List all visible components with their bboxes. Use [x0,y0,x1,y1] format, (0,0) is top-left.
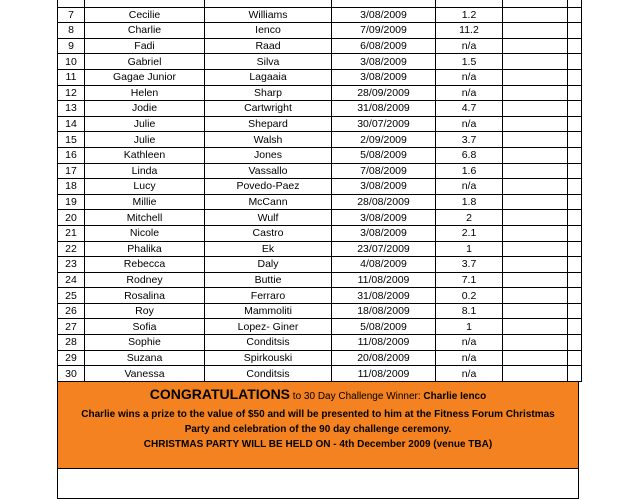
table-row [58,210,582,226]
cell-empty [568,101,582,117]
cell-empty [568,0,582,7]
cell-num: 16 [58,147,85,163]
cell-date: 11/08/2009 [332,335,436,351]
table-row [58,272,582,288]
cell-last-name: Silva [205,54,332,70]
cell-num: 23 [58,257,85,273]
table-row [58,350,582,366]
cell-empty [503,163,568,179]
banner-line-2: Charlie wins a prize to the value of $50 and will be presented to him at the Fitness Forum Christmas [81,408,555,420]
table-row [58,163,582,179]
table-row [58,23,582,39]
banner-line-3: Party and celebration of the 90 day challenge ceremony. [184,423,452,435]
cell-first-name: Helen [85,85,205,101]
winner-banner [57,382,579,469]
cell-value: n/a [436,350,503,366]
cell-empty [568,319,582,335]
cell-empty [568,85,582,101]
cell-empty [568,163,582,179]
cell-empty [568,69,582,85]
cell-num: 11 [58,69,85,85]
cell-date: 28/09/2009 [332,85,436,101]
cell-first-name: Millie [85,194,205,210]
cell-num: 20 [58,210,85,226]
cell-last-name: Sharp [205,85,332,101]
cell-empty [503,366,568,382]
table-row [58,194,582,210]
banner-winner: Charlie Ienco [423,390,487,402]
cell-first-name: Rosalina [85,288,205,304]
cell-num: 8 [58,23,85,39]
cell-first-name: Rodney [85,272,205,288]
table-row [58,7,582,23]
cell-value: 4.7 [436,101,503,117]
cell-value: n/a [436,366,503,382]
cell-num: 30 [58,366,85,382]
cell-date: 4/08/2009 [332,257,436,273]
cell-empty [503,0,568,7]
cell-empty [503,38,568,54]
cell-empty [568,38,582,54]
cell-date: 23/07/2009 [332,241,436,257]
cell-first-name: Sofia [85,319,205,335]
cell-empty [568,132,582,148]
table-row [58,179,582,195]
cell-value: n/a [436,179,503,195]
cell-last-name: Ferraro [205,288,332,304]
cell-num: 21 [58,225,85,241]
cell-last-name: McCann [205,194,332,210]
cell-num: 29 [58,350,85,366]
cell-empty [503,272,568,288]
cell-value: 11.2 [436,23,503,39]
cell-empty [503,210,568,226]
cell-num: 7 [58,7,85,23]
table-row [58,366,582,382]
cell-empty [503,335,568,351]
cell-date: 3/08/2009 [332,54,436,70]
cell-empty [568,288,582,304]
table-row [58,116,582,132]
cell-empty [568,350,582,366]
cell-value: n/a [436,69,503,85]
cell-num: 26 [58,303,85,319]
cell-first-name: Nicole [85,225,205,241]
cell-value: 1.6 [436,163,503,179]
cell-num: 12 [58,85,85,101]
cell-num: 27 [58,319,85,335]
cell-empty [503,7,568,23]
banner-line-1 [58,384,578,407]
cell-num: 10 [58,54,85,70]
cell-last-name: Buttie [205,272,332,288]
table-row [58,335,582,351]
cell-num: 15 [58,132,85,148]
cell-empty [503,23,568,39]
cell-empty [568,241,582,257]
banner-subhead: to 30 Day Challenge Winner: [290,390,424,402]
cell-empty [503,225,568,241]
cell-empty [503,319,568,335]
cell-empty [503,85,568,101]
cell-value: n/a [436,335,503,351]
cell-date: 28/08/2009 [332,194,436,210]
cell-empty [568,179,582,195]
banner-line-4: CHRISTMAS PARTY WILL BE HELD ON - 4th December 2009 (venue TBA) [143,438,493,450]
cell-empty [568,116,582,132]
cell-date: 30/07/2009 [332,116,436,132]
table-row-partial [58,0,582,7]
cell-value: n/a [436,38,503,54]
cell-empty [568,366,582,382]
cell-last-name: Lopez- Giner [205,319,332,335]
cell-empty [568,194,582,210]
cell-value: 1.2 [436,7,503,23]
table-row [58,225,582,241]
cell-empty [568,303,582,319]
cell-date: 31/08/2009 [332,288,436,304]
cell-date: 7/09/2009 [332,23,436,39]
banner-headline: CONGRATULATIONS [149,385,291,402]
cell-first-name: Fadi [85,38,205,54]
cell-empty [503,69,568,85]
cell-last-name: Castro [205,225,332,241]
cell-num: 14 [58,116,85,132]
cell-first-name: Sophie [85,335,205,351]
table-row [58,319,582,335]
cell-first-name [85,0,205,7]
cell-num: 9 [58,38,85,54]
cell-last-name: Ek [205,241,332,257]
cell-last-name: Conditsis [205,366,332,382]
cell-empty [503,132,568,148]
cell-num: 18 [58,179,85,195]
cell-date: 20/08/2009 [332,350,436,366]
cell-first-name: Kathleen [85,147,205,163]
table-row [58,38,582,54]
cell-first-name: Vanessa [85,366,205,382]
cell-num: 13 [58,101,85,117]
footer-note [57,469,579,499]
table-row [58,85,582,101]
cell-empty [503,147,568,163]
table-row [58,147,582,163]
table-row [58,69,582,85]
table-row [58,54,582,70]
cell-first-name: Linda [85,163,205,179]
cell-empty [568,54,582,70]
cell-date: 11/08/2009 [332,272,436,288]
table-row [58,101,582,117]
cell-num: 25 [58,288,85,304]
cell-value: 2 [436,210,503,226]
cell-value [436,0,503,7]
cell-date: 3/08/2009 [332,7,436,23]
cell-first-name: Mitchell [85,210,205,226]
cell-last-name: Daly [205,257,332,273]
cell-last-name: Ienco [205,23,332,39]
cell-value: 3.7 [436,132,503,148]
cell-value: 6.8 [436,147,503,163]
cell-empty [503,101,568,117]
cell-empty [503,350,568,366]
table-row [58,132,582,148]
cell-first-name: Suzana [85,350,205,366]
cell-value: n/a [436,85,503,101]
results-table-body [58,0,582,381]
cell-value: 0.2 [436,288,503,304]
cell-last-name: Mammoliti [205,303,332,319]
cell-last-name: Conditsis [205,335,332,351]
cell-date [332,0,436,7]
cell-empty [503,179,568,195]
cell-first-name: Roy [85,303,205,319]
table-row [58,241,582,257]
cell-empty [503,257,568,273]
cell-num: 28 [58,335,85,351]
cell-empty [568,225,582,241]
cell-date: 31/08/2009 [332,101,436,117]
cell-empty [503,194,568,210]
cell-last-name: Jones [205,147,332,163]
cell-date: 5/08/2009 [332,147,436,163]
cell-first-name: Rebecca [85,257,205,273]
cell-first-name: Julie [85,116,205,132]
cell-date: 3/08/2009 [332,225,436,241]
cell-first-name: Cecilie [85,7,205,23]
table-row [58,257,582,273]
cell-empty [568,147,582,163]
cell-last-name: Spirkouski [205,350,332,366]
cell-empty [503,288,568,304]
cell-last-name: Raad [205,38,332,54]
cell-date: 2/09/2009 [332,132,436,148]
cell-empty [568,335,582,351]
cell-date: 18/08/2009 [332,303,436,319]
cell-value: 8.1 [436,303,503,319]
cell-last-name [205,0,332,7]
cell-date: 11/08/2009 [332,366,436,382]
cell-empty [568,7,582,23]
cell-first-name: Julie [85,132,205,148]
cell-empty [568,210,582,226]
cell-empty [568,23,582,39]
cell-num: 17 [58,163,85,179]
cell-num [58,0,85,7]
cell-last-name: Wulf [205,210,332,226]
results-table [57,0,582,382]
cell-value: 1.5 [436,54,503,70]
cell-date: 7/08/2009 [332,163,436,179]
results-sheet [57,0,581,499]
cell-empty [568,272,582,288]
cell-value: 2.1 [436,225,503,241]
cell-last-name: Williams [205,7,332,23]
cell-empty [503,54,568,70]
cell-first-name: Gagae Junior [85,69,205,85]
cell-value: 3.7 [436,257,503,273]
cell-num: 22 [58,241,85,257]
cell-value: 1 [436,241,503,257]
cell-date: 3/08/2009 [332,210,436,226]
cell-value: 7.1 [436,272,503,288]
cell-value: 1.8 [436,194,503,210]
cell-last-name: Povedo-Paez [205,179,332,195]
cell-first-name: Jodie [85,101,205,117]
cell-empty [503,241,568,257]
cell-date: 5/08/2009 [332,319,436,335]
cell-last-name: Shepard [205,116,332,132]
table-row [58,288,582,304]
cell-empty [568,257,582,273]
cell-last-name: Cartwright [205,101,332,117]
cell-value: n/a [436,116,503,132]
cell-empty [503,303,568,319]
cell-date: 6/08/2009 [332,38,436,54]
cell-first-name: Charlie [85,23,205,39]
table-row [58,303,582,319]
cell-num: 24 [58,272,85,288]
cell-first-name: Lucy [85,179,205,195]
cell-last-name: Lagaaia [205,69,332,85]
cell-empty [503,116,568,132]
cell-date: 3/08/2009 [332,69,436,85]
cell-value: 1 [436,319,503,335]
cell-last-name: Walsh [205,132,332,148]
cell-first-name: Phalika [85,241,205,257]
cell-first-name: Gabriel [85,54,205,70]
cell-num: 19 [58,194,85,210]
cell-date: 3/08/2009 [332,179,436,195]
cell-last-name: Vassallo [205,163,332,179]
